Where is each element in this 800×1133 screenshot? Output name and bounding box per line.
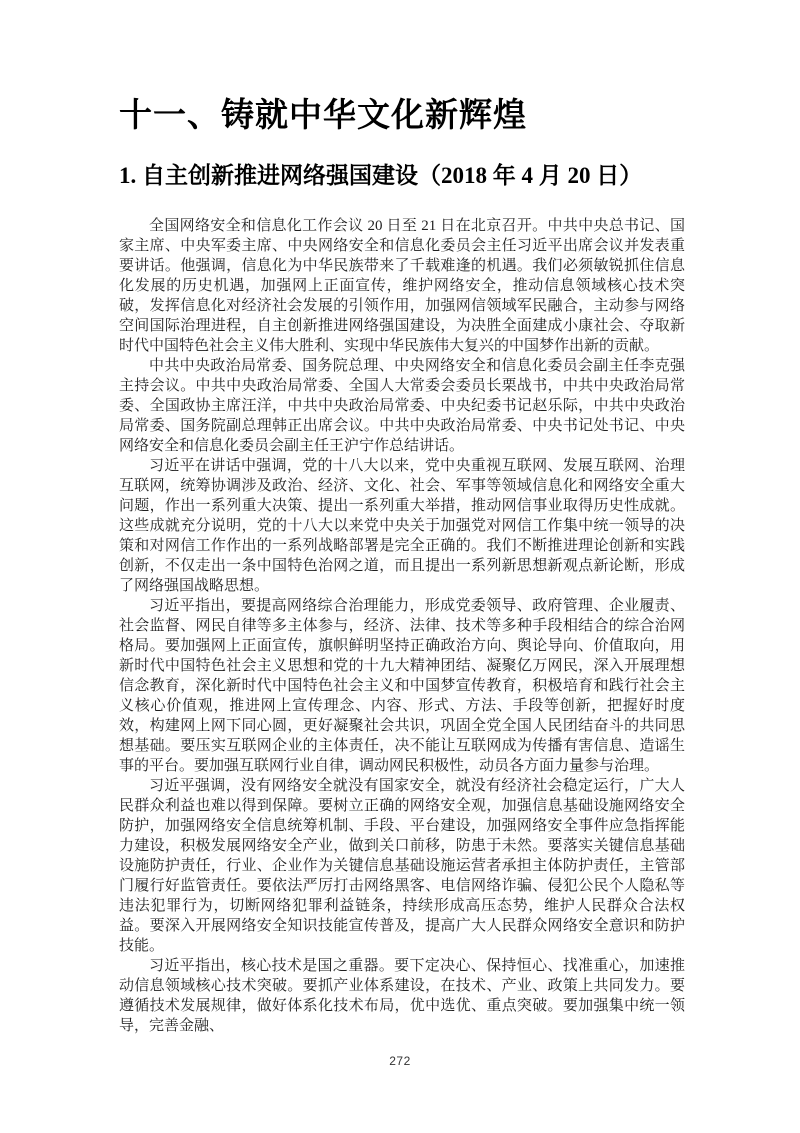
page-content: [119, 96, 685, 1036]
paragraph: 习近平强调，没有网络安全就没有国家安全，就没有经济社会稳定运行，广大人民群众利益也难以得到保障。要树立正确的网络安全观，加强信息基础设施网络安全防护，加强网络安全信息统筹机制、手段、平台建设，加强网络安全事件应急指挥能力建设，积极发展网络安全产业，做到关口前移，防患于未然。要落实关键信息基础设施防护责任，行业、企业作为关键信息基础设施运营者承担主体防护责任，主管部门履行好监管责任。要依法严厉打击网络黑客、电信网络诈骗、侵犯公民个人隐私等违法犯罪行为，切断网络犯罪利益链条，持续形成高压态势，维护人民群众合法权益。要深入开展网络安全知识技能宣传普及，提高广大人民群众网络安全意识和防护技能。: [119, 778, 685, 955]
chapter-title: 十一、铸就中华文化新辉煌: [119, 98, 527, 134]
body-text: [119, 216, 685, 1036]
page-footer: [0, 1052, 800, 1070]
paragraph: 习近平在讲话中强调，党的十八大以来，党中央重视互联网、发展互联网、治理互联网，统筹协调涉及政治、经济、文化、社会、军事等领域信息化和网络安全重大问题，作出一系列重大决策、提出一系列重大举措，推动网信事业取得历史性成就。这些成就充分说明，党的十八大以来党中央关于加强党对网信工作集中统一领导的决策和对网信工作作出的一系列战略部署是完全正确的。我们不断推进理论创新和实践创新，不仅走出一条中国特色治网之道，而且提出一系列新思想新观点新论断，形成了网络强国战略思想。: [119, 458, 685, 595]
paragraph: 全国网络安全和信息化工作会议 20 日至 21 日在北京召开。中共中央总书记、国家主席、中央军委主席、中央网络安全和信息化委员会主任习近平出席会议并发表重要讲话。他强调，信息化为中华民族带来了千载难逢的机遇。我们必须敏锐抓住信息化发展的历史机遇，加强网上正面宣传，维护网络安全，推动信息领域核心技术突破，发挥信息化对经济社会发展的引领作用，加强网信领域军民融合，主动参与网络空间国际治理进程，自主创新推进网络强国建设，为决胜全面建成小康社会、夺取新时代中国特色社会主义伟大胜利、实现中华民族伟大复兴的中国梦作出新的贡献。: [119, 218, 685, 355]
paragraph: 习近平指出，核心技术是国之重器。要下定决心、保持恒心、找准重心，加速推动信息领域核心技术突破。要抓产业体系建设，在技术、产业、政策上共同发力。要遵循技术发展规律，做好体系化技术布局，优中选优、重点突破。要加强集中统一领导，完善金融、: [119, 958, 685, 1035]
paragraph: 中共中央政治局常委、国务院总理、中央网络安全和信息化委员会副主任李克强主持会议。中共中央政治局常委、全国人大常委会委员长栗战书，中共中央政治局常委、全国政协主席汪洋，中共中央政治局常委、中央纪委书记赵乐际，中共中央政治局常委、国务院副总理韩正出席会议。中共中央政治局常委、中央书记处书记、中央网络安全和信息化委员会副主任王沪宁作总结讲话。: [119, 358, 685, 455]
page-number: 272: [389, 1054, 411, 1068]
paragraph: 习近平指出，要提高网络综合治理能力，形成党委领导、政府管理、企业履责、社会监督、网民自律等多主体参与，经济、法律、技术等多种手段相结合的综合治网格局。要加强网上正面宣传，旗帜鲜明坚持正确政治方向、舆论导向、价值取向，用新时代中国特色社会主义思想和党的十九大精神团结、凝聚亿万网民，深入开展理想信念教育，深化新时代中国特色社会主义和中国梦宣传教育，积极培育和践行社会主义核心价值观，推进网上宣传理念、内容、形式、方法、手段等创新，把握好时度效，构建网上网下同心圆，更好凝聚社会共识，巩固全党全国人民团结奋斗的共同思想基础。要压实互联网企业的主体责任，决不能让互联网成为传播有害信息、造谣生事的平台。要加强互联网行业自律，调动网民积极性，动员各方面力量参与治理。: [119, 598, 685, 775]
section-title: 1. 自主创新推进网络强国建设（2018 年 4 月 20 日）: [119, 163, 643, 189]
